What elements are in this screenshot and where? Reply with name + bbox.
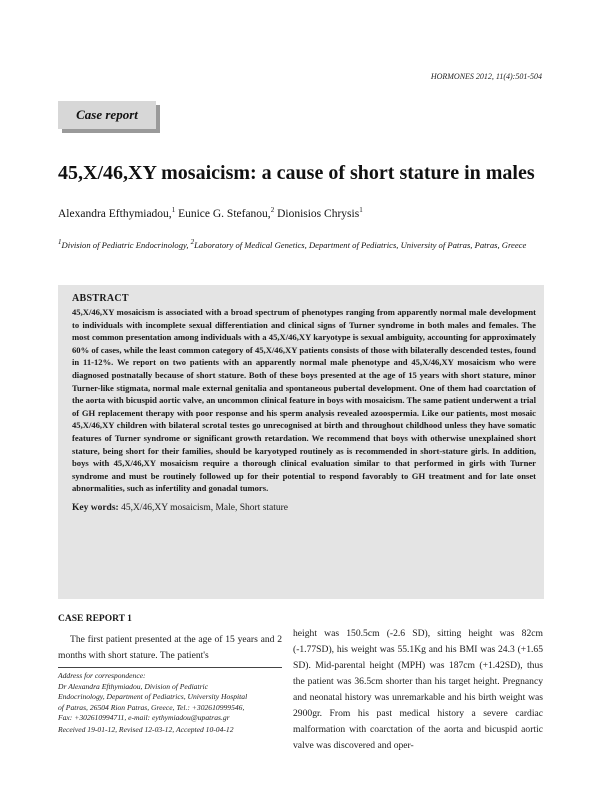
left-column <box>58 614 282 736</box>
keywords-list: 45,X/46,XY mosaicism, Male, Short stature <box>118 502 289 513</box>
correspondence-line: Endocrinology, Department of Pediatrics, University Hospital <box>58 692 248 702</box>
affiliation-1: Division of Pediatric Endocrinology, <box>61 239 191 250</box>
author-name: Eunice G. Stefanou, <box>175 207 271 220</box>
author-name: Alexandra Efthymiadou, <box>58 207 172 220</box>
affiliation-mark: 2 <box>190 238 195 246</box>
author-affiliation-mark: 1 <box>171 206 176 214</box>
correspondence-line: of Patras, 26504 Rion Patras, Greece, Tel.: +302610999546, <box>58 702 245 712</box>
affiliation-2: Laboratory of Medical Genetics, Department of Pediatrics, University of Patras, Patras, Greece <box>194 239 527 250</box>
journal-reference: HORMONES 2012, 11(4):501-504 <box>430 72 542 81</box>
correspondence-label: Address for correspondence: <box>58 671 146 680</box>
keywords-label: Key words: <box>72 502 119 513</box>
received-dates: Received 19-01-12, Revised 12-03-12, Accepted 10-04-12 <box>58 724 234 734</box>
case-report-heading: CASE REPORT 1 <box>58 614 132 624</box>
author-list <box>58 206 363 220</box>
keywords <box>72 503 536 513</box>
right-column <box>293 626 543 754</box>
abstract-box <box>58 285 544 599</box>
abstract-text: 45,X/46,XY mosaicism is associated with a broad spectrum of phenotypes ranging from apparently normal male development to individuals with incomplete sexual differentiation and clinical signs of Turner syndrome in both males and females. The most common presentation among individuals with a 45,X/46,XY karyotype is sexual ambiguity, accounting for approximately 60% of cases, while the least common category of 45,X/46,XY patients consists of those with bilaterally descended testes, found in 11-12%. We report on two patients with an apparently normal male phenotype and 45,X/46,XY mosaicism who were diagnosed postnatally because of short stature. Both of these boys presented at the age of 15 years with short stature, minor Turner-like stigmata, normal male external genitalia and spontaneous pubertal development. One of them had coarctation of the aorta with bicuspid aortic valve, an uncommon clinical feature in boys with mosaicism. The same patient underwent a trial of GH replacement therapy with poor response and his sperm analysis revealed azoospermia. Like our patients, most mosaic 45,X/46,XY children with bilateral scrotal testes go unrecognised at birth and throughout childhood unless they have somatic features of Turner syndrome or significant growth retardation. We recommend that boys with otherwise unexplained short stature, being short for their families, should be karyotyped routinely as is recommended in short-stature girls. In addition, boys with 45,X/46,XY mosaicism require a thorough clinical evaluation similar to that performed in girls with Turner syndrome and must be routinely followed up for their potential to respond favorably to GH treatment and for late onset abnormalities, such as infertility and gonadal tumors. <box>72 307 536 494</box>
right-body-text: height was 150.5cm (-2.6 SD), sitting height was 82cm (-1.77SD), his weight was 55.1Kg and his BMI was 24.3 (+1.65 SD). Mid-parental height (MPH) was 187cm (+1.42SD), thus the patient was 36.5cm shorter than his target height. Pregnancy and neonatal history was unremarkable and his birth weight was 2900gr. From his past medical history a severe cardiac malformation with coarctation of the aorta and bicuspid aortic valve was discovered and oper- <box>293 628 543 751</box>
section-badge-label: Case report <box>58 101 156 129</box>
correspondence-line: Fax: +302610994711, e-mail: eythymiadou@upatras.gr <box>58 713 230 723</box>
abstract-heading: ABSTRACT <box>72 293 129 304</box>
author-affiliation-mark: 1 <box>359 206 363 214</box>
correspondence-line: Dr Alexandra Efthymiadou, Division of Pediatric <box>58 681 209 691</box>
correspondence-box <box>58 667 282 736</box>
article-title: 45,X/46,XY mosaicism: a cause of short stature in males <box>58 162 535 184</box>
author-name: Dionisios Chrysis <box>274 207 360 220</box>
section-badge <box>58 101 156 129</box>
author-affiliation-mark: 2 <box>270 206 275 214</box>
affiliation-mark: 1 <box>58 238 62 246</box>
affiliations <box>58 236 546 252</box>
left-body-text: The first patient presented at the age of 15 years and 2 months with short stature. The patient's <box>58 634 282 661</box>
